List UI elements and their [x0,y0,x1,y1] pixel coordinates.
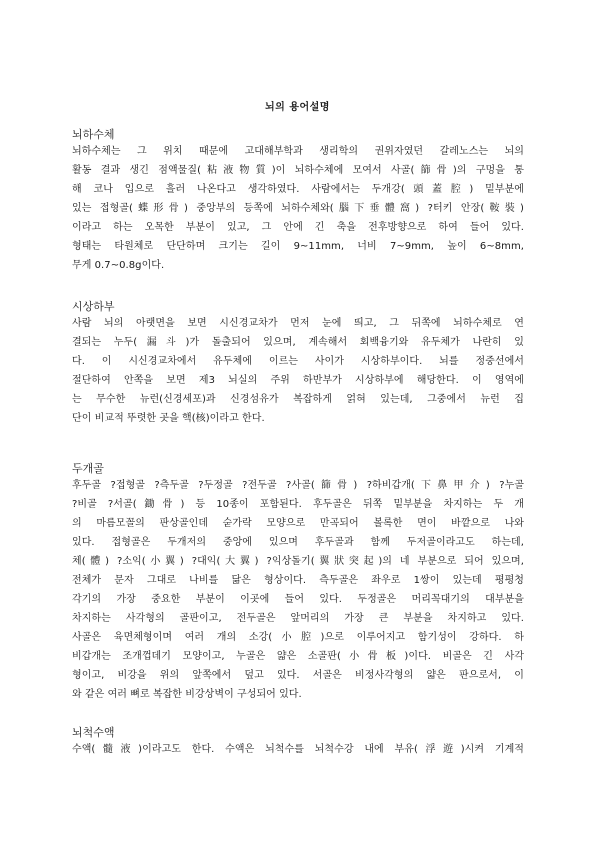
section-pituitary [72,128,524,275]
section-paragraph [72,740,524,759]
text-line: 수액(髓液)이라고도 한다. 수액은 뇌척수를 뇌척수강 내에 부유(浮遊)시켜 기계적 [72,744,524,755]
section-heading: 시상하부 [72,300,115,313]
text-line: 형이고, 비강을 위의 앞쪽에서 덮고 있다. 서골은 비정사각형의 얇은 판으로서, 이 [72,670,524,681]
section-heading: 뇌척수액 [72,726,115,739]
text-line: 단이 비교적 뚜렷한 곳을 핵(核)이라고 한다. [72,413,265,424]
text-line: 각기의 가장 중요한 부분이 이곳에 들어 있다. 두정골은 머리꼭대기의 대부분을 [72,594,524,605]
text-line: 후두골 ?접형골 ?측두골 ?두정골 ?전두골 ?사골(篩骨) ?하비갑개(下鼻甲介) ?누골 [72,480,524,491]
text-line: 활동 결과 생긴 점액물질(粘液物質)이 뇌하수체에 모여서 사골(篩骨)의 구멍을 통 [72,165,524,176]
text-line: 있다. 접형골은 두개저의 중앙에 있으며 후두골과 함께 두저골이라고도 하는데, [72,537,524,548]
section-heading: 뇌하수체 [72,128,115,141]
text-line: 해 코나 입으로 흘러 나온다고 생각하였다. 사람에서는 두개강(頭蓋腔) 밑부분에 [72,184,524,195]
text-line: 이라고 하는 오목한 부분이 있고, 그 안에 긴 축을 전후방향으로 하여 들어 있다. [72,222,524,233]
section-heading: 두개골 [72,462,104,475]
text-line: 차지하는 사각형의 골판이고, 전두골은 앞머리의 가장 큰 부분을 차지하고 있다. [72,613,524,624]
section-hypothalamus [72,300,524,428]
document-title: 뇌의 용어설명 [265,102,330,113]
text-line: 전체가 문자 그대로 나비를 닮은 형상이다. 측두골은 좌우로 1쌍이 있는데 평평청 [72,575,524,586]
section-paragraph [72,314,524,428]
text-line: 체(體) ?소익(小翼) ?대익(大翼) ?익상돌기(翼狀突起)의 네 부분으로 되어 있으며, [72,556,524,567]
section-paragraph [72,142,524,275]
section-cerebrospinal-fluid [72,726,524,759]
text-line: 는 무수한 뉴런(신경세포)과 신경섬유가 복잡하게 얽혀 있는데, 그중에서 뉴런 집 [72,394,524,405]
text-line: 비갑개는 조개껍데기 모양이고, 누골은 얇은 소골판(小骨板)이다. 비골은 긴 사각 [72,651,524,662]
text-line: 사람 뇌의 아랫면을 보면 시신경교차가 먼저 눈에 띄고, 그 뒤쪽에 뇌하수체로 연 [72,318,524,329]
text-line: 무게 0.7~0.8g이다. [72,260,165,271]
text-line: 사골은 육면체형이며 여러 개의 소강(小腔)으로 이루어지고 함기성이 강하다. 하 [72,632,524,643]
text-line: 뇌하수체는 그 위치 때문에 고대해부학과 생리학의 권위자였던 갈레노스는 뇌의 [72,146,524,157]
section-skull [72,462,524,704]
text-line: 의 마름모꼴의 판상골인데 숟가락 모양으로 만곡되어 볼록한 면이 바깥으로 나와 [72,518,524,529]
section-paragraph [72,476,524,704]
text-line: 다. 이 시신경교차에서 유두체에 이르는 사이가 시상하부이다. 뇌를 정중선에서 [72,356,524,367]
text-line: 있는 접형골(蝶形骨) 중앙부의 등쪽에 뇌하수체와(腦下垂體窩) ?터키 안장(鞍裝) [72,203,524,214]
text-line: 형태는 타원체로 단단하며 크기는 길이 9~11mm, 너비 7~9mm, 높이 6~8mm, [72,241,524,252]
text-line: 절단하여 안쪽을 보면 제3 뇌실의 주위 하반부가 시상하부에 해당한다. 이 영역에 [72,375,524,386]
text-line: 결되는 누두(漏斗)가 돌출되어 있으며, 계속해서 회백융기와 유두체가 나란히 있 [72,337,524,348]
text-line: ?비골 ?서골(鋤骨) 등 10종이 포함된다. 후두골은 뒤쪽 밑부분을 차지하는 두 개 [72,499,524,510]
text-line: 와 같은 여러 뼈로 복잡한 비강상벽이 구성되어 있다. [72,689,302,700]
